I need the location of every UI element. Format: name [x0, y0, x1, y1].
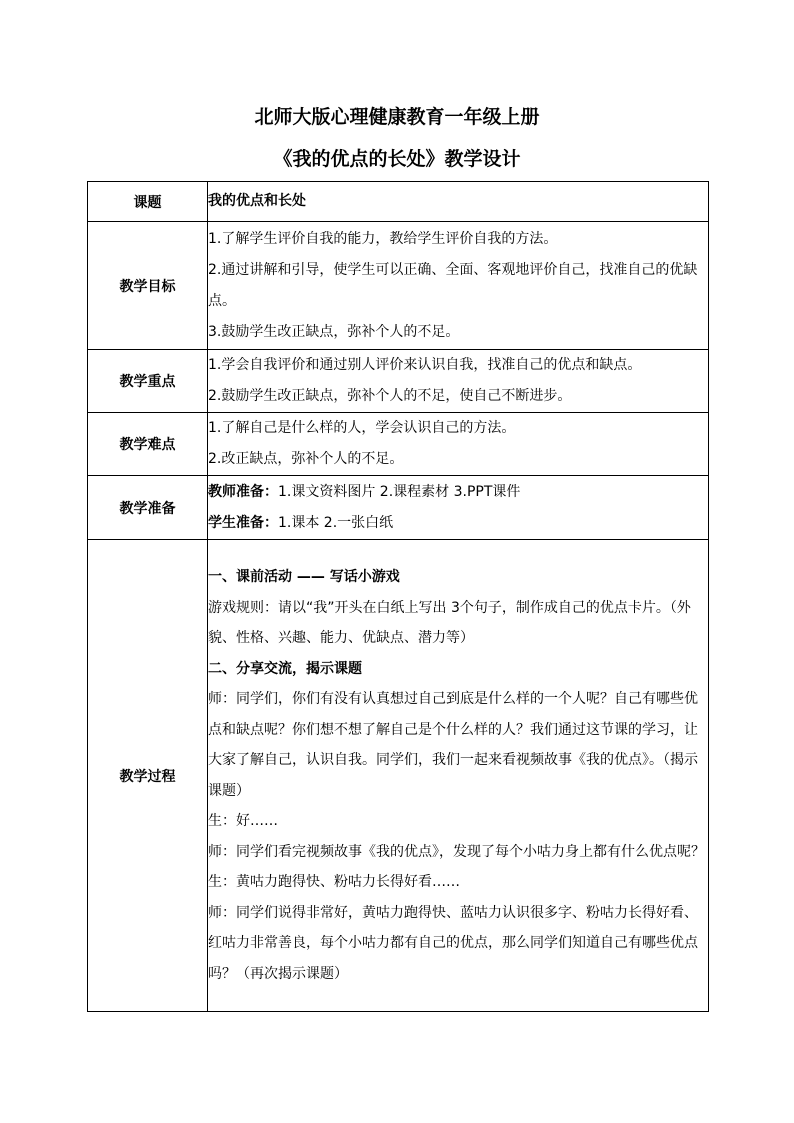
- process-content: [208, 540, 709, 1012]
- key-point-item-2: 2.鼓励学生改正缺点，弥补个人的不足，使自己不断进步。: [208, 388, 572, 404]
- table-row-key-points: [88, 350, 709, 413]
- goal-item-3: 3.鼓励学生改正缺点，弥补个人的不足。: [208, 323, 460, 340]
- process-teacher-speech-1: 师：同学们，你们有没有认真想过自己到底是什么样的一个人呢？自己有哪些优点和缺点呢？你们想不想了解自己是个什么样的人？我们通过这节课的学习，让大家了解自己，认识自我。同学们，我们一起来看视频故事《我的优点》。（揭示课题）: [208, 691, 698, 799]
- difficulty-item-2: 2.改正缺点，弥补个人的不足。: [208, 451, 404, 467]
- lesson-plan-table: [87, 181, 709, 1012]
- process-student-speech-1: 生：好……: [208, 813, 278, 829]
- process-game-rules: 游戏规则：请以“我”开头在白纸上写出 3个句子，制作成自己的优点卡片。（外貌、性格、兴趣、能力、优缺点、潜力等）: [208, 599, 691, 646]
- table-row-process: [88, 540, 709, 1012]
- difficulty-item-1: 1.了解自己是什么样的人，学会认识自己的方法。: [208, 420, 516, 436]
- key-points-content: [208, 350, 709, 413]
- goal-item-2: 2.通过讲解和引导，使学生可以正确、全面、客观地评价自己，找准自己的优缺点。: [208, 261, 698, 309]
- process-teacher-speech-3: 师：同学们说得非常好，黄咕力跑得快、蓝咕力认识很多字、粉咕力长得好看、红咕力非常善良，每个小咕力都有自己的优点，那么同学们知道自己有哪些优点吗？（再次揭示课题）: [208, 904, 698, 982]
- key-point-item-1: 1.学会自我评价和通过别人评价来认识自我，找准自己的优点和缺点。: [208, 357, 642, 373]
- goals-content: [208, 222, 709, 350]
- process-section-2-title: 二、分享交流，揭示课题: [208, 660, 362, 677]
- table-row-topic: [88, 182, 709, 222]
- teacher-preparation: [208, 477, 708, 508]
- preparation-content: [208, 476, 709, 540]
- teacher-preparation-label: 教师准备：: [208, 483, 278, 500]
- student-preparation-label: 学生准备：: [208, 514, 278, 531]
- topic-label: 课题: [88, 182, 208, 222]
- goals-label: 教学目标: [88, 222, 208, 350]
- difficulties-content: [208, 413, 709, 476]
- process-section-1-title: 一、课前活动 —— 写话小游戏: [208, 569, 400, 585]
- document-title: 北师大版心理健康教育一年级上册: [254, 106, 540, 128]
- process-student-speech-2: 生：黄咕力跑得快、粉咕力长得好看……: [208, 874, 460, 890]
- student-preparation: [208, 508, 708, 539]
- process-teacher-speech-2: 师：同学们看完视频故事《我的优点》，发现了每个小咕力身上都有什么优点呢？: [208, 843, 705, 860]
- topic-value: 我的优点和长处: [208, 182, 709, 222]
- key-points-label: 教学重点: [88, 350, 208, 413]
- preparation-label: 教学准备: [88, 476, 208, 540]
- teacher-preparation-value: 1.课文资料图片 2.课程素材 3.PPT课件: [278, 483, 521, 500]
- table-row-preparation: [88, 476, 709, 540]
- table-row-goals: [88, 222, 709, 350]
- document-subtitle: 《我的优点的长处》教学设计: [273, 148, 521, 170]
- difficulties-label: 教学难点: [88, 413, 208, 476]
- process-label: 教学过程: [88, 540, 208, 1012]
- student-preparation-value: 1.课本 2.一张白纸: [278, 514, 394, 531]
- goal-item-1: 1.了解学生评价自我的能力，教给学生评价自我的方法。: [208, 230, 558, 247]
- table-row-difficulties: [88, 413, 709, 476]
